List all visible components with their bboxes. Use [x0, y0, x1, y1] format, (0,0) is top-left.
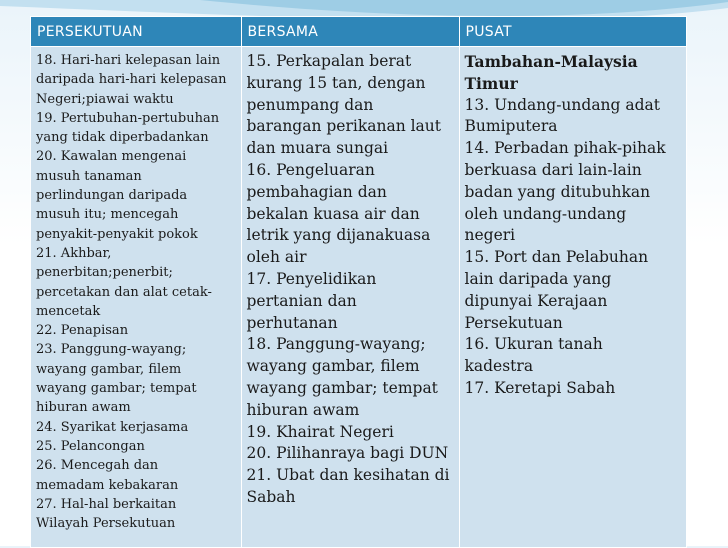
- persekutuan-line: 23. Panggung-wayang;: [36, 342, 187, 358]
- bersama-line: wayang gambar, filem: [246, 357, 420, 376]
- table-body-row: [31, 47, 686, 548]
- cell-bersama: [241, 47, 459, 548]
- pusat-line: lain daripada yang: [464, 269, 612, 288]
- bersama-line: oleh air: [246, 248, 307, 267]
- persekutuan-line: mencetak: [36, 303, 101, 319]
- pusat-line: 13. Undang-undang adat: [464, 95, 661, 114]
- pusat-line: badan yang ditubuhkan: [464, 182, 651, 201]
- persekutuan-line: 26. Mencegah dan: [36, 458, 159, 474]
- pusat-heading-line: Timur: [464, 73, 518, 93]
- pusat-line: 14. Perbadan pihak-pihak: [464, 139, 666, 158]
- persekutuan-line: 22. Penapisan: [36, 323, 129, 339]
- cell-pusat: [459, 47, 686, 548]
- comparison-table: [30, 16, 687, 548]
- bersama-line: 20. Pilihanraya bagi DUN: [246, 444, 449, 463]
- header-pusat: PUSAT: [459, 17, 686, 47]
- bersama-line: penumpang dan: [246, 95, 374, 114]
- persekutuan-line: hiburan awam: [36, 400, 131, 416]
- persekutuan-line: percetakan dan alat cetak-: [36, 284, 212, 300]
- bersama-line: pembahagian dan: [246, 182, 387, 201]
- persekutuan-line: 20. Kawalan mengenai: [36, 149, 187, 165]
- persekutuan-line: wayang gambar; tempat: [36, 381, 197, 397]
- bersama-line: 15. Perkapalan berat: [246, 52, 412, 70]
- bersama-line: barangan perikanan laut: [246, 117, 442, 136]
- bersama-line: letrik yang dijanakuasa: [246, 226, 431, 245]
- pusat-line: berkuasa dari lain-lain: [464, 160, 642, 179]
- bersama-line: dan muara sungai: [246, 139, 389, 158]
- bersama-line: bekalan kuasa air dan: [246, 204, 420, 223]
- bersama-line: 19. Khairat Negeri: [246, 422, 394, 441]
- bersama-line: Sabah: [246, 487, 296, 506]
- persekutuan-line: 19. Pertubuhan-pertubuhan: [36, 110, 220, 126]
- pusat-line: 15. Port dan Pelabuhan: [464, 248, 649, 267]
- persekutuan-line: daripada hari-hari kelepasan: [36, 72, 227, 88]
- pusat-line: 16. Ukuran tanah: [464, 335, 603, 354]
- persekutuan-line: 25. Pelancongan: [36, 438, 145, 454]
- table-header-row: [31, 17, 686, 47]
- bersama-line: 18. Panggung-wayang;: [246, 335, 426, 354]
- header-persekutuan: PERSEKUTUAN: [31, 17, 241, 47]
- bersama-line: hiburan awam: [246, 400, 360, 419]
- persekutuan-line: penyakit-penyakit pokok: [36, 226, 198, 242]
- persekutuan-line: penerbitan;penerbit;: [36, 265, 173, 281]
- pusat-line: kadestra: [464, 357, 534, 376]
- persekutuan-line: memadam kebakaran: [36, 477, 179, 493]
- header-bersama: BERSAMA: [241, 17, 459, 47]
- cell-persekutuan: [31, 47, 241, 548]
- pusat-line: Persekutuan: [464, 313, 563, 332]
- persekutuan-line: Negeri;piawai waktu: [36, 91, 174, 107]
- persekutuan-line: 18. Hari-hari kelepasan lain: [36, 53, 221, 68]
- persekutuan-line: 21. Akhbar,: [36, 245, 112, 261]
- bersama-line: 17. Penyelidikan: [246, 269, 377, 288]
- persekutuan-line: musuh itu; mencegah: [36, 207, 179, 223]
- persekutuan-line: 24. Syarikat kerjasama: [36, 419, 189, 435]
- bersama-line: kurang 15 tan, dengan: [246, 73, 426, 92]
- bersama-line: perhutanan: [246, 313, 338, 332]
- pusat-line: negeri: [464, 226, 516, 245]
- bersama-line: 21. Ubat dan kesihatan di: [246, 466, 450, 485]
- persekutuan-line: 27. Hal-hal berkaitan: [36, 496, 177, 512]
- bersama-line: pertanian dan: [246, 291, 357, 310]
- persekutuan-line: Wilayah Persekutuan: [36, 516, 176, 532]
- pusat-line: oleh undang-undang: [464, 204, 627, 223]
- bersama-line: wayang gambar; tempat: [246, 378, 438, 397]
- persekutuan-line: yang tidak diperbadankan: [36, 130, 209, 146]
- persekutuan-line: perlindungan daripada: [36, 188, 188, 204]
- pusat-line: 17. Keretapi Sabah: [464, 378, 616, 397]
- pusat-line: dipunyai Kerajaan: [464, 291, 608, 310]
- pusat-line: Bumiputera: [464, 117, 558, 136]
- pusat-heading-line: Tambahan-Malaysia: [464, 52, 638, 71]
- persekutuan-line: musuh tanaman: [36, 168, 142, 184]
- bersama-line: 16. Pengeluaran: [246, 160, 375, 179]
- persekutuan-line: wayang gambar, filem: [36, 361, 182, 377]
